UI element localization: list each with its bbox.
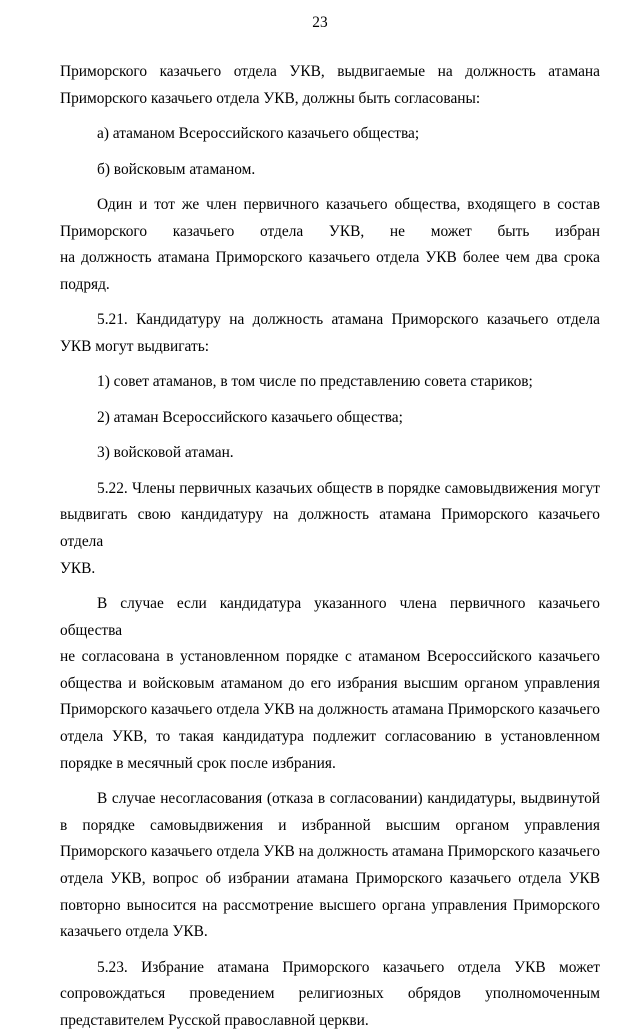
text-line: В случае если кандидатура указанного члена первичного казачьего общества [60, 595, 600, 639]
text-line: отдела УКВ, то такая кандидатура подлежит согласованию в установленном [60, 728, 600, 746]
text-line: Приморского казачьего отдела УКВ на должность атамана Приморского казачьего [60, 701, 600, 719]
text-line: В случае несогласования (отказа в согласовании) кандидатуры, выдвинутой [97, 790, 600, 808]
text-line: 5.21. Кандидатуру на должность атамана Приморского казачьего отдела [97, 311, 600, 329]
text-line: повторно выносится на рассмотрение высшего органа управления Приморского [60, 896, 600, 914]
text-line: Один и тот же член первичного казачьего общества, входящего в состав [97, 196, 600, 214]
text-line: Приморского казачьего отдела УКВ, должны быть согласованы: [60, 89, 481, 107]
text-line: сопровождаться проведением религиозных обрядов уполномоченным [60, 985, 600, 1003]
text-line: не согласована в установленном порядке с атаманом Всероссийского казачьего [60, 648, 600, 666]
text-line: Приморского казачьего отдела УКВ, выдвигаемые на должность атамана [60, 63, 600, 80]
text-line: б) войсковым атаманом. [97, 160, 256, 178]
text-line: а) атаманом Всероссийского казачьего общества; [97, 125, 420, 143]
text-line: Приморского казачьего отдела УКВ на должность атамана Приморского казачьего [60, 843, 600, 861]
text-line: 1) совет атаманов, в том числе по представлению совета стариков; [97, 373, 533, 391]
document-body [60, 59, 600, 1034]
text-line: казачьего отдела УКВ. [60, 923, 208, 941]
text-line: отдела УКВ, вопрос об избрании атамана Приморского казачьего отдела УКВ [60, 869, 600, 887]
text-line: 5.23. Избрание атамана Приморского казачьего отдела УКВ может [97, 958, 600, 976]
text-line: 3) войсковой атаман. [97, 444, 234, 462]
text-line: 5.22. Члены первичных казачьих обществ в порядке самовыдвижения могут [97, 479, 600, 497]
text-line: 2) атаман Всероссийского казачьего общества; [97, 408, 403, 426]
text-line: УКВ могут выдвигать: [60, 337, 209, 355]
text-line: представителем Русской православной церкви. [60, 1011, 369, 1029]
page-number: 23 [312, 14, 328, 31]
text-line: общества и войсковым атаманом до его избрания высшим органом управления [60, 674, 600, 692]
text-line: на должность атамана Приморского казачьего отдела УКВ более чем два срока [60, 249, 600, 267]
text-line: в порядке самовыдвижения и избранной высшим органом управления [60, 816, 600, 834]
text-line: порядке в месячный срок после избрания. [60, 754, 336, 772]
text-line: УКВ. [60, 559, 96, 577]
text-line: подряд. [60, 275, 110, 293]
text-line: Приморского казачьего отдела УКВ, не может быть избран [60, 222, 600, 240]
text-line: выдвигать свою кандидатуру на должность атамана Приморского казачьего отдела [60, 506, 600, 551]
